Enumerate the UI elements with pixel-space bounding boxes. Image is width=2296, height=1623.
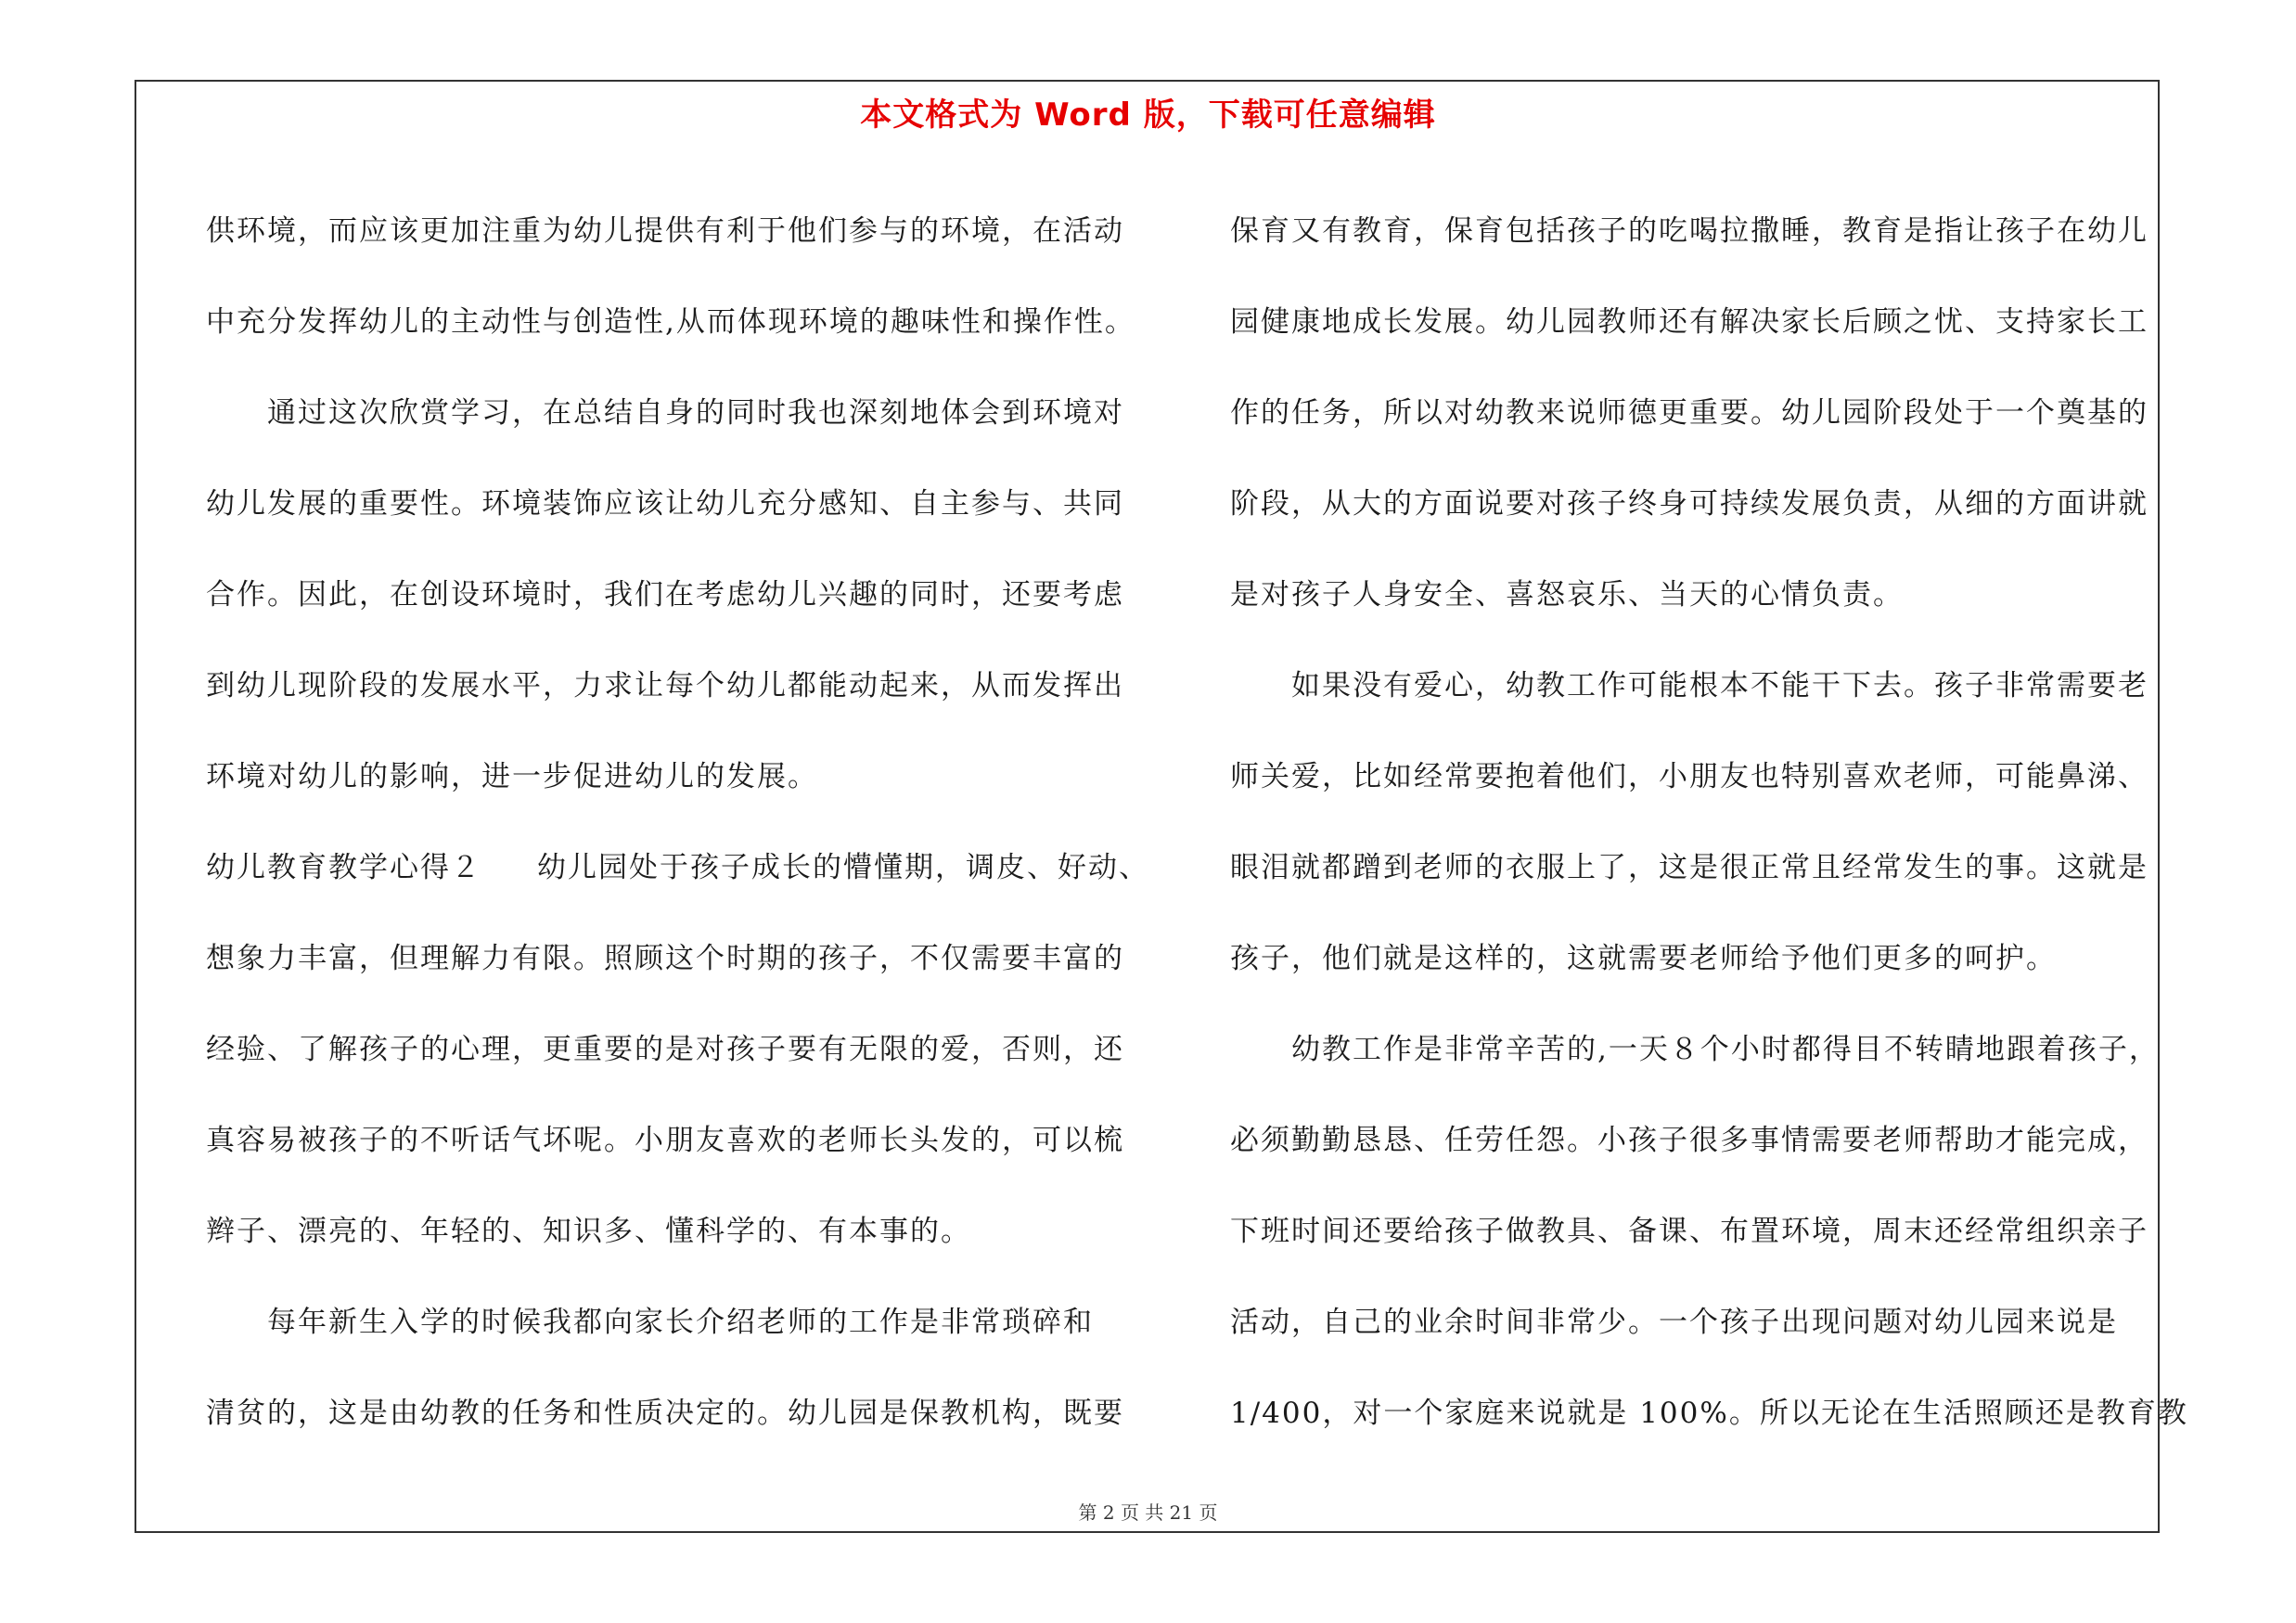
text-line: 到幼儿现阶段的发展水平，力求让每个幼儿都能动起来，从而发挥出 <box>206 669 1124 702</box>
text-line: 幼儿发展的重要性。环境装饰应该让幼儿充分感知、自主参与、共同 <box>206 487 1124 521</box>
text-line: 是对孩子人身安全、喜怒哀乐、当天的心情负责。 <box>1230 578 1904 612</box>
text-line: 清贫的，这是由幼教的任务和性质决定的。幼儿园是保教机构，既要 <box>206 1397 1124 1430</box>
text-line: 中充分发挥幼儿的主动性与创造性,从而体现环境的趣味性和操作性。 <box>206 305 1135 339</box>
text-line: 幼儿园处于孩子成长的懵懂期，调皮、好动、 <box>537 851 1149 884</box>
text-line: 下班时间还要给孩子做教具、备课、布置环境，周末还经常组织亲子 <box>1230 1215 2148 1248</box>
text-line: 幼教工作是非常辛苦的,一天８个小时都得目不转睛地跟着孩子， <box>1291 1033 2160 1066</box>
text-line: 活动，自己的业余时间非常少。一个孩子出现问题对幼儿园来说是 <box>1230 1306 2118 1339</box>
text-line: 真容易被孩子的不听话气坏呢。小朋友喜欢的老师长头发的，可以梳 <box>206 1124 1124 1157</box>
text-line: 想象力丰富，但理解力有限。照顾这个时期的孩子，不仅需要丰富的 <box>206 942 1124 975</box>
text-line: 师关爱，比如经常要抱着他们，小朋友也特别喜欢老师，可能鼻涕、 <box>1230 760 2148 793</box>
left-text-column <box>206 186 1149 1459</box>
right-text-column <box>1230 186 2188 1459</box>
text-line: 通过这次欣赏学习，在总结自身的同时我也深刻地体会到环境对 <box>267 396 1124 430</box>
section-heading-line <box>206 822 1149 913</box>
text-line: 合作。因此，在创设环境时，我们在考虑幼儿兴趣的同时，还要考虑 <box>206 578 1124 612</box>
text-line: 必须勤勤恳恳、任劳任怨。小孩子很多事情需要老师帮助才能完成， <box>1230 1124 2148 1157</box>
text-line: 经验、了解孩子的心理，更重要的是对孩子要有无限的爱，否则，还 <box>206 1033 1124 1066</box>
text-line: 保育又有教育，保育包括孩子的吃喝拉撒睡，教育是指让孩子在幼儿 <box>1230 214 2148 248</box>
text-line: 每年新生入学的时候我都向家长介绍老师的工作是非常琐碎和 <box>267 1306 1094 1339</box>
page-number-footer: 第 2 页 共 21 页 <box>1078 1501 1218 1524</box>
section-heading: 幼儿教育教学心得２ <box>206 851 481 884</box>
text-line: 园健康地成长发展。幼儿园教师还有解决家长后顾之忧、支持家长工 <box>1230 305 2148 339</box>
text-line: 如果没有爱心，幼教工作可能根本不能干下去。孩子非常需要老 <box>1291 669 2148 702</box>
text-line: 辫子、漂亮的、年轻的、知识多、懂科学的、有本事的。 <box>206 1215 971 1248</box>
text-line: 眼泪就都蹭到老师的衣服上了，这是很正常且经常发生的事。这就是 <box>1230 851 2148 884</box>
text-line: 作的任务，所以对幼教来说师德更重要。幼儿园阶段处于一个奠基的 <box>1230 396 2148 430</box>
format-notice-banner: 本文格式为 Word 版，下载可任意编辑 <box>860 97 1436 134</box>
text-line: 供环境，而应该更加注重为幼儿提供有利于他们参与的环境，在活动 <box>206 214 1124 248</box>
text-line: 阶段，从大的方面说要对孩子终身可持续发展负责，从细的方面讲就 <box>1230 487 2148 521</box>
text-line: 1/400，对一个家庭来说就是 100%。所以无论在生活照顾还是教育教 <box>1230 1397 2188 1430</box>
text-line: 孩子，他们就是这样的，这就需要老师给予他们更多的呵护。 <box>1230 942 2057 975</box>
text-line: 环境对幼儿的影响，进一步促进幼儿的发展。 <box>206 760 818 793</box>
